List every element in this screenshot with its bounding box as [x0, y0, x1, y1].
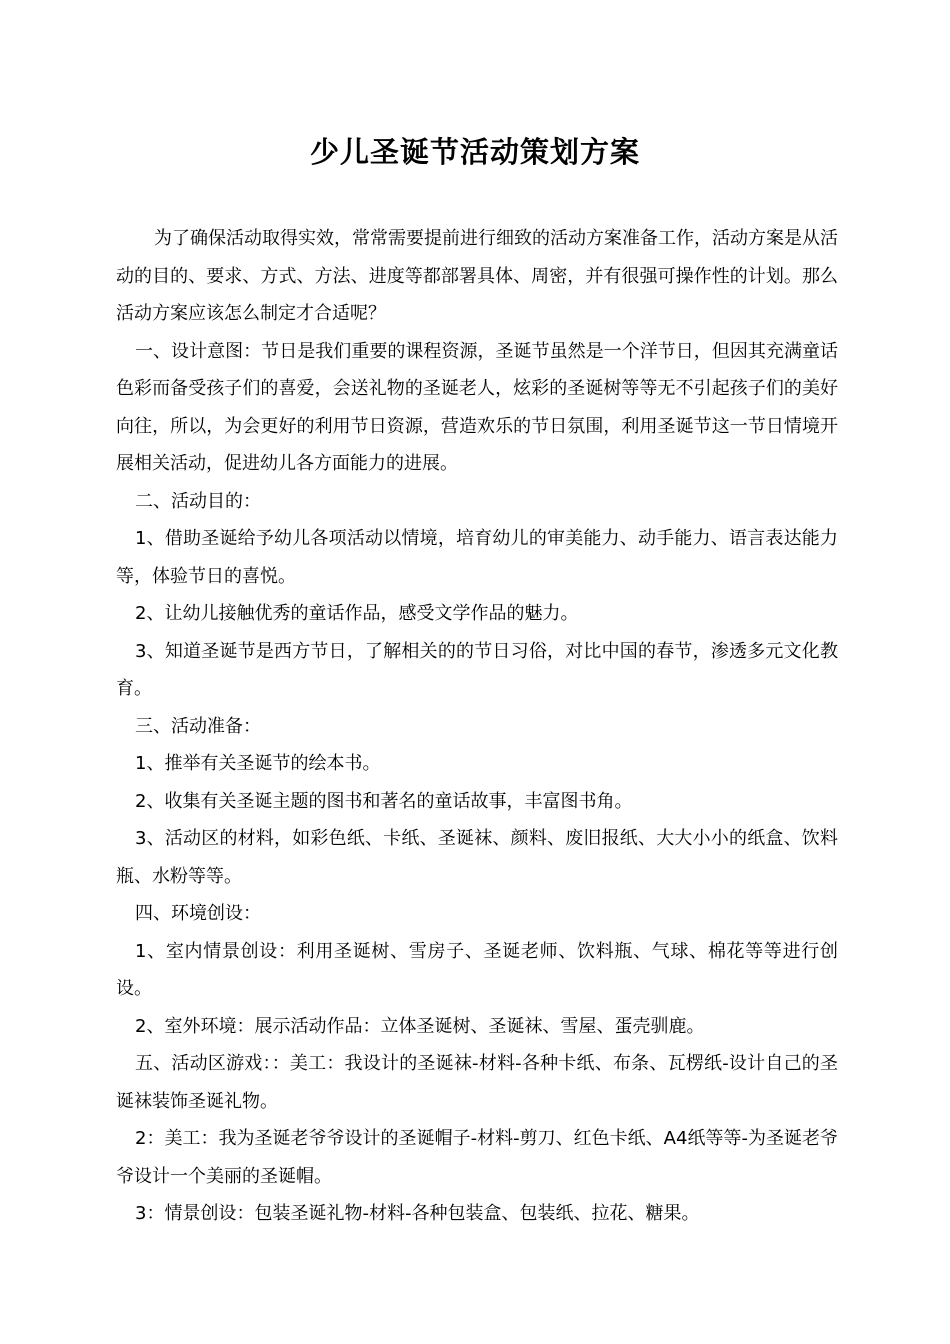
preparation-item-1: 1、推举有关圣诞节的绘本书。	[135, 753, 381, 774]
preparation-item-3: 3、活动区的材料，如彩色纸、卡纸、圣诞袜、颜料、废旧报纸、大大小小的纸盒、饮料瓶、水粉等等。	[116, 828, 838, 887]
section-heading-environment: 四、环境创设：	[135, 903, 261, 924]
goal-item-2: 2、让幼儿接触优秀的童话作品，感受文学作品的魅力。	[135, 603, 579, 624]
design-intent-paragraph: 一、设计意图：节日是我们重要的课程资源，圣诞节虽然是一个洋节日，但因其充满童话色彩而备受孩子们的喜爱，会送礼物的圣诞老人，炫彩的圣诞树等等无不引起孩子们的美好向往，所以，为会更好的利用节日资源，营造欢乐的节日氛围，利用圣诞节这一节日情境开展相关活动，促进幼儿各方面能力的进展。	[116, 340, 838, 474]
section-heading-preparation: 三、活动准备：	[135, 715, 261, 737]
goal-item-1: 1、借助圣诞给予幼儿各项活动以情境，培育幼儿的审美能力、动手能力、语言表达能力等，体验节日的喜悦。	[116, 528, 838, 587]
document-body	[116, 220, 838, 1233]
environment-item-1: 1、室内情景创设：利用圣诞树、雪房子、圣诞老师、饮料瓶、气球、棉花等等进行创设。	[116, 940, 838, 999]
activity-area-item-1: 五、活动区游戏：：美工：我设计的圣诞袜-材料-各种卡纸、布条、瓦楞纸-设计自己的圣诞袜装饰圣诞礼物。	[116, 1053, 838, 1112]
activity-area-item-2: 2：美工：我为圣诞老爷爷设计的圣诞帽子-材料-剪刀、红色卡纸、A4纸等等-为圣诞老爷爷设计一个美丽的圣诞帽。	[116, 1128, 838, 1187]
intro-paragraph: 为了确保活动取得实效，常常需要提前进行细致的活动方案准备工作，活动方案是从活动的目的、要求、方式、方法、进度等都部署具体、周密，并有很强可操作性的计划。那么活动方案应该怎么制定才合适呢？	[116, 228, 838, 324]
environment-item-2: 2、室外环境：展示活动作品：立体圣诞树、圣诞袜、雪屋、蛋壳驯鹿。	[135, 1015, 705, 1037]
document-title: 少儿圣诞节活动策划方案	[309, 135, 640, 169]
goal-item-3: 3、知道圣诞节是西方节日，了解相关的的节日习俗，对比中国的春节，渗透多元文化教育。	[116, 640, 838, 699]
section-heading-goals: 二、活动目的：	[135, 490, 261, 512]
activity-area-item-3: 3：情景创设：包装圣诞礼物-材料-各种包装盒、包装纸、拉花、糖果。	[135, 1203, 700, 1224]
preparation-item-2: 2、收集有关圣诞主题的图书和著名的童话故事，丰富图书角。	[135, 790, 633, 812]
